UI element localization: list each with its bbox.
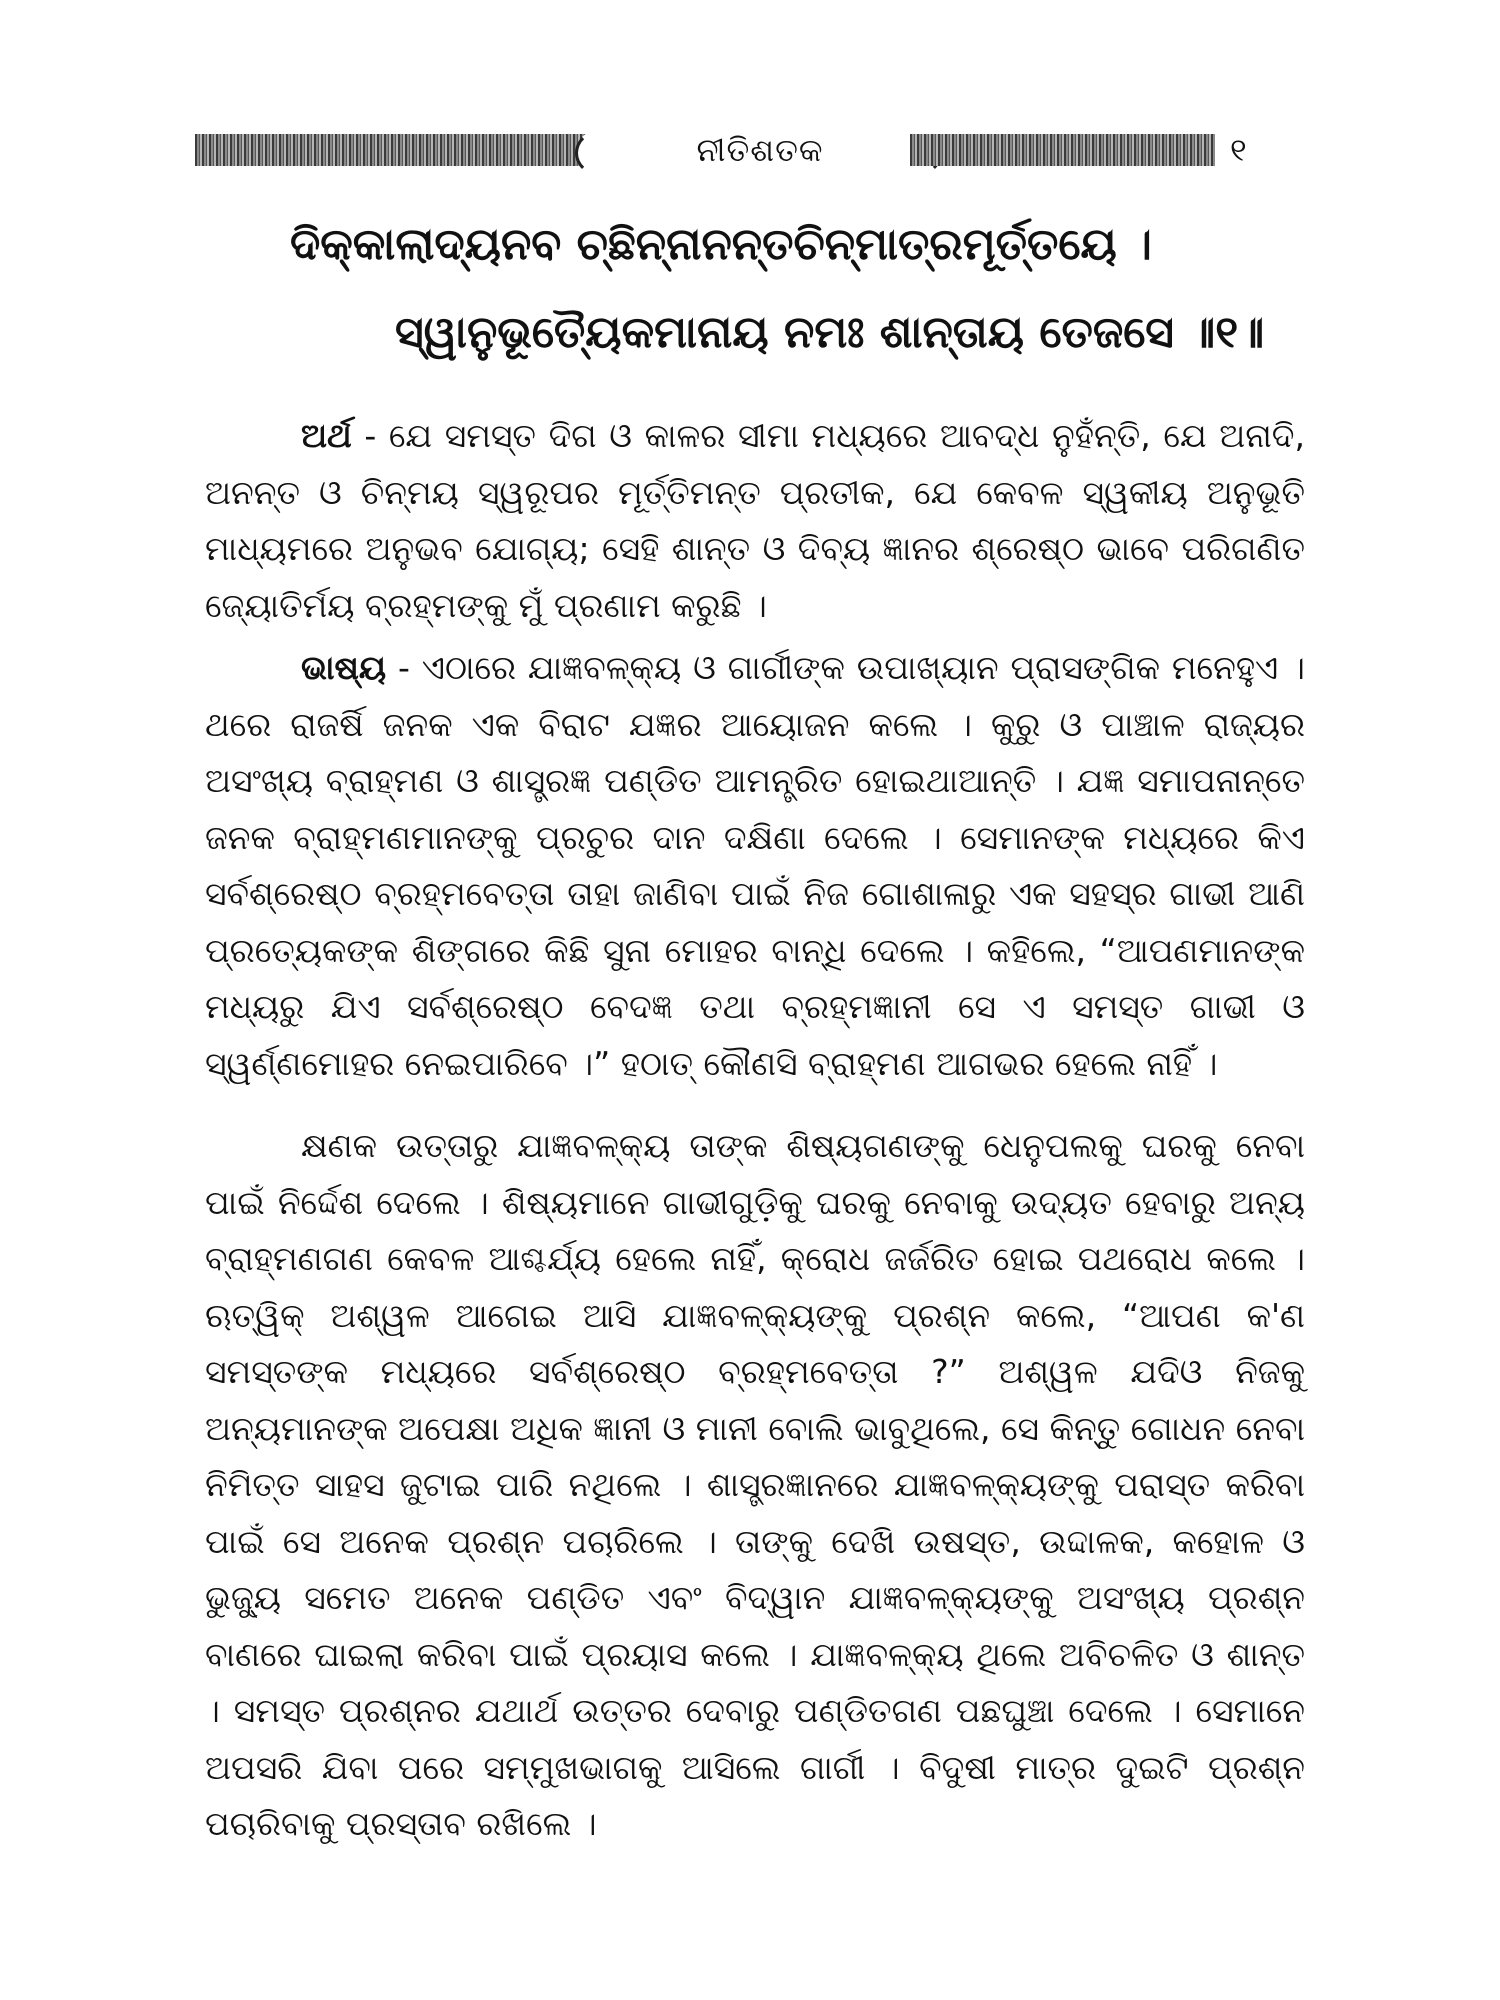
verse-line-1: ଦିକ୍‌କାଲାଦ୍ୟନବ ଚ୍ଛିନ୍ନାନନ୍ତଚିନ୍ମାତ୍ରମୂର୍ତ୍ତୟେ । [290,219,1152,270]
running-header [195,128,1270,172]
story-paragraph: କ୍ଷଣକ ଉତ୍ତାରୁ ଯାଜ୍ଞବଳ୍କ୍ୟ ତାଙ୍କ ଶିଷ୍ୟଗଣଙ୍କୁ ଧେନୁପଲକୁ ଘରକୁ ନେବା ପାଇଁ ନିର୍ଦ୍ଦେଶ ଦେଲେ । ଶିଷ୍ୟମାନେ ଗାଭୀଗୁଡ଼ିକୁ ଘରକୁ ନେବାକୁ ଉଦ୍ୟତ ହେବାରୁ ଅନ୍ୟ ବ୍ରାହ୍ମଣଗଣ କେବଳ ଆଶ୍ଚର୍ଯ୍ୟ ହେଲେ ନାହିଁ, କ୍ରୋଧ ଜର୍ଜରିତ ହୋଇ ପଥରୋଧ କଲେ । ଋତ୍ୱିକ୍ ଅଶ୍ୱଳ ଆଗେଇ ଆସି ଯାଜ୍ଞବଳ୍କ୍ୟଙ୍କୁ ପ୍ରଶ୍ନ କଲେ, “ଆପଣ କ'ଣ ସମସ୍ତଙ୍କ ମଧ୍ୟରେ ସର୍ବଶ୍ରେଷ୍ଠ ବ୍ରହ୍ମବେତ୍ତା ?” ଅଶ୍ୱଳ ଯଦିଓ ନିଜକୁ ଅନ୍ୟମାନଙ୍କ ଅପେକ୍ଷା ଅଧିକ ଜ୍ଞାନୀ ଓ ମାନୀ ବୋଲି ଭାବୁଥିଲେ, ସେ କିନ୍ତୁ ଗୋଧନ ନେବା ନିମିତ୍ତ ସାହସ ଜୁଟାଇ ପାରି ନଥିଲେ । ଶାସ୍ତ୍ରଜ୍ଞାନରେ ଯାଜ୍ଞବଳ୍କ୍ୟଙ୍କୁ ପରାସ୍ତ କରିବା ପାଇଁ ସେ ଅନେକ ପ୍ରଶ୍ନ ପଚାରିଲେ । ତାଙ୍କୁ ଦେଖି ଉଷସ୍ତ, ଉଦ୍ଦାଳକ, କହୋଳ ଓ ଭୁଜ୍ୟୁ ସମେତ ଅନେକ ପଣ୍ଡିତ ଏବଂ ବିଦ୍ୱାନ ଯାଜ୍ଞବଳ୍କ୍ୟଙ୍କୁ ଅସଂଖ୍ୟ ପ୍ରଶ୍ନ ବାଣରେ ଘାଇଲା କରିବା ପାଇଁ ପ୍ରୟାସ କଲେ । ଯାଜ୍ଞବଳ୍କ୍ୟ ଥିଲେ ଅବିଚଳିତ ଓ ଶାନ୍ତ । ସମସ୍ତ ପ୍ରଶ୍ନର ଯଥାର୍ଥ ଉତ୍ତର ଦେବାରୁ ପଣ୍ଡିତଗଣ ପଛଘୁଞ୍ଚା ଦେଲେ । ସେମାନେ ଅପସରି ଯିବା ପରେ ସମ୍ମୁଖଭାଗକୁ ଆସିଲେ ଗାର୍ଗୀ । ବିଦୁଷୀ ମାତ୍ର ଦୁଇଟି ପ୍ରଶ୍ନ ପଚାରିବାକୁ ପ୍ରସ୍ତାବ ରଖିଲେ । [205,1126,1305,1843]
running-title: ନୀତିଶତକ [696,131,824,169]
sanskrit-verse [0,215,1500,363]
header-ornament-right [910,134,1215,166]
commentary-term: ଭାଷ୍ୟ [301,648,387,687]
meaning-term: ଅର୍ଥ [301,416,352,455]
meaning-text: - ଯେ ସମସ୍ତ ଦିଗ ଓ କାଳର ସୀମା ମଧ୍ୟରେ ଆବଦ୍ଧ ନୁହଁନ୍ତି, ଯେ ଅନାଦି, ଅନନ୍ତ ଓ ଚିନ୍ମୟ ସ୍ୱରୂପର ମୂର୍ତ୍ତିମନ୍ତ ପ୍ରତୀକ, ଯେ କେବଳ ସ୍ୱକୀୟ ଅନୁଭୂତି ମାଧ୍ୟମରେ ଅନୁଭବ ଯୋଗ୍ୟ; ସେହି ଶାନ୍ତ ଓ ଦିବ୍ୟ ଜ୍ଞାନର ଶ୍ରେଷ୍ଠ ଭାବେ ପରିଗଣିତ ଜ୍ୟୋତିର୍ମୟ ବ୍ରହ୍ମଙ୍କୁ ମୁଁ ପ୍ରଣାମ କରୁଛି । [205,416,1305,625]
meaning-paragraph [205,408,1305,634]
commentary-text: - ଏଠାରେ ଯାଜ୍ଞବଳ୍କ୍ୟ ଓ ଗାର୍ଗୀଙ୍କ ଉପାଖ୍ୟାନ ପ୍ରାସଙ୍ଗିକ ମନେହୁଏ । ଥରେ ରାଜର୍ଷି ଜନକ ଏକ ବିରାଟ ଯଜ୍ଞର ଆୟୋଜନ କଲେ । କୁରୁ ଓ ପାଞ୍ଚାଳ ରାଜ୍ୟର ଅସଂଖ୍ୟ ବ୍ରାହ୍ମଣ ଓ ଶାସ୍ତ୍ରଜ୍ଞ ପଣ୍ଡିତ ଆମନ୍ତ୍ରିତ ହୋଇଥାଆନ୍ତି । ଯଜ୍ଞ ସମାପନାନ୍ତେ ଜନକ ବ୍ରାହ୍ମଣମାନଙ୍କୁ ପ୍ରଚୁର ଦାନ ଦକ୍ଷିଣା ଦେଲେ । ସେମାନଙ୍କ ମଧ୍ୟରେ କିଏ ସର୍ବଶ୍ରେଷ୍ଠ ବ୍ରହ୍ମବେତ୍ତା ତାହା ଜାଣିବା ପାଇଁ ନିଜ ଗୋଶାଳାରୁ ଏକ ସହସ୍ର ଗାଭୀ ଆଣି ପ୍ରତ୍ୟେକଙ୍କ ଶିଙ୍ଗରେ କିଛି ସୁନା ମୋହର ବାନ୍ଧି ଦେଲେ । କହିଲେ, “ଆପଣମାନଙ୍କ ମଧ୍ୟରୁ ଯିଏ ସର୍ବଶ୍ରେଷ୍ଠ ବେଦଜ୍ଞ ତଥା ବ୍ରହ୍ମଜ୍ଞାନୀ ସେ ଏ ସମସ୍ତ ଗାଭୀ ଓ ସ୍ୱର୍ଣ୍ଣମୋହର ନେଇପାରିବେ ।” ହଠାତ୍ କୌଣସି ବ୍ରାହ୍ମଣ ଆଗଭର ହେଲେ ନାହିଁ । [205,648,1305,1083]
header-ornament-left-cap [575,130,625,176]
page-number: ୧ [1230,131,1247,169]
verse-line-2: ସ୍ୱାନୁଭୂତ୍ୟୈକମାନାୟ ନମଃ ଶାନ୍ତାୟ ତେଜସେ ॥୧॥ [395,307,1265,358]
header-ornament-left [195,134,595,166]
commentary-paragraph [205,640,1305,1092]
body-text [205,408,1305,1853]
